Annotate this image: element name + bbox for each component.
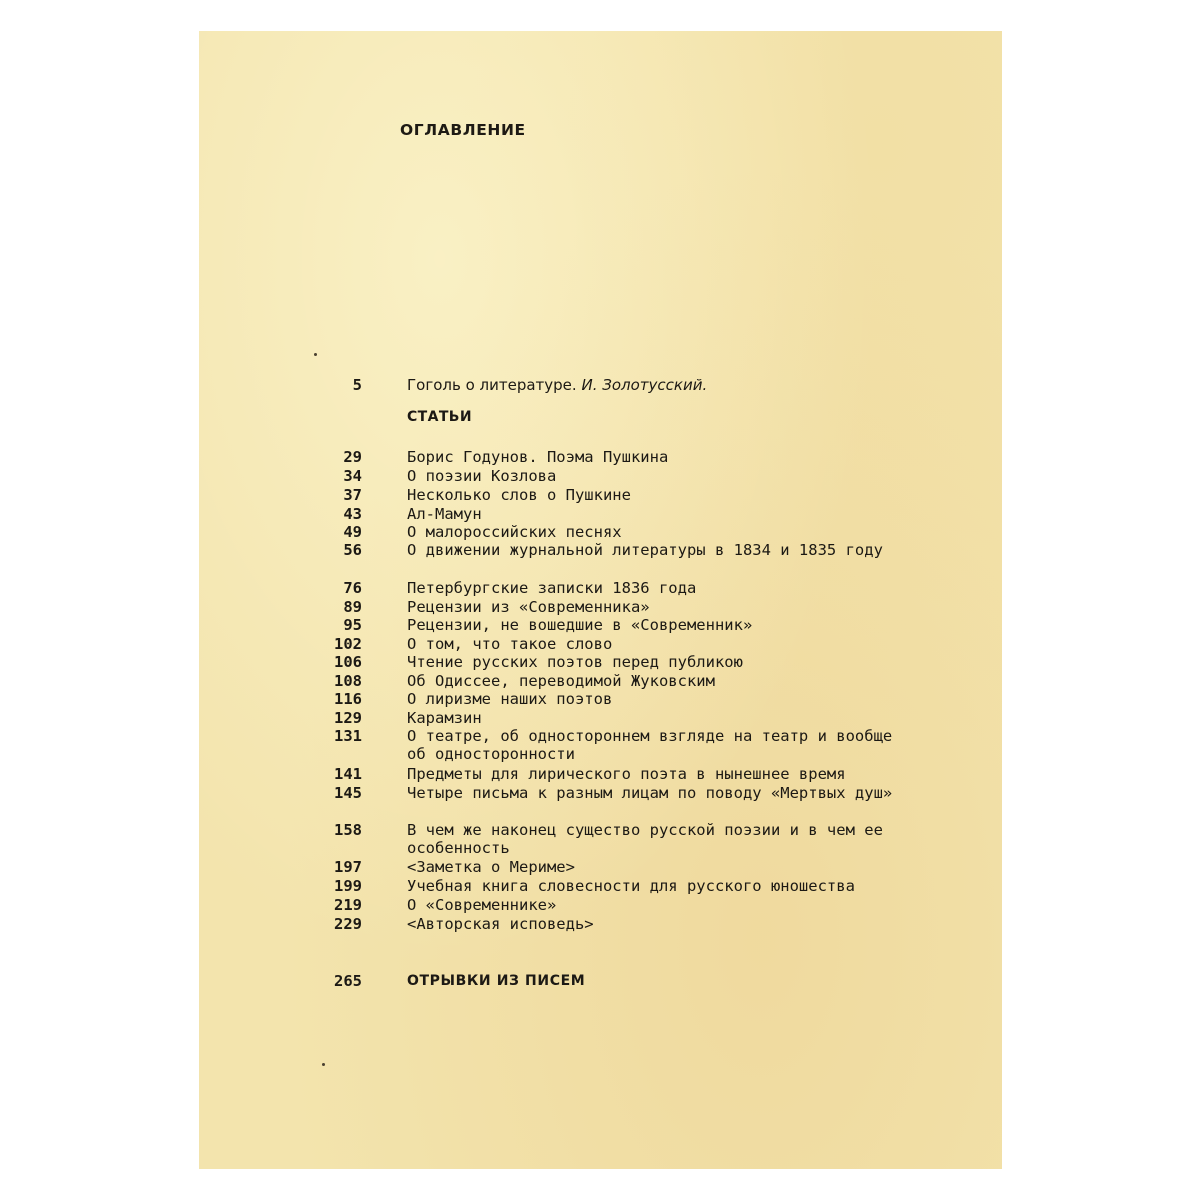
toc-title: Учебная книга словесности для русского юношества [407,877,855,895]
intro-title-text: Гоголь о литературе. [407,376,577,394]
toc-page-number: 29 [343,448,362,466]
toc-title: Карамзин [407,709,482,727]
toc-title: О лиризме наших поэтов [407,690,613,708]
table-of-contents [199,31,1002,1169]
toc-title: Петербургские записки 1836 года [407,579,697,597]
toc-page-number: 102 [334,635,362,653]
toc-page-number: 5 [352,376,362,394]
toc-title: Рецензии из «Современника» [407,598,650,616]
toc-page-number: 108 [334,672,362,690]
toc-page-number: 34 [343,467,362,485]
toc-page-number: 229 [334,915,362,933]
toc-page-number: 49 [343,523,362,541]
toc-page-number: 145 [334,784,362,802]
toc-title: О театре, об одностороннем взгляде на театр и вообще об односторонности [407,727,893,763]
toc-page-number: 43 [343,505,362,523]
toc-title: Предметы для лирического поэта в нынешнее время [407,765,846,783]
toc-page-number: 56 [343,541,362,559]
toc-title: Чтение русских поэтов перед публикою [407,653,743,671]
toc-page-number: 141 [334,765,362,783]
toc-title: <Заметка о Мериме> [407,858,575,876]
toc-page-number: 116 [334,690,362,708]
toc-title: О поэзии Козлова [407,467,557,485]
toc-title [407,376,893,394]
book-page [199,31,1002,1169]
toc-title: <Авторская исповедь> [407,915,594,933]
toc-page-number: 199 [334,877,362,895]
toc-page-number: 95 [343,616,362,634]
toc-title: Об Одиссее, переводимой Жуковским [407,672,715,690]
toc-title: Рецензии, не вошедшие в «Современник» [407,616,753,634]
toc-page-number: 89 [343,598,362,616]
toc-page-number: 265 [334,972,362,990]
toc-title: В чем же наконец существо русской поэзии и в чем ее особенность [407,821,883,857]
toc-title: О малороссийских песнях [407,523,622,541]
toc-title: О том, что такое слово [407,635,613,653]
intro-author: И. Золотусский. [581,376,708,394]
toc-title: О «Современнике» [407,896,557,914]
toc-page-number: 129 [334,709,362,727]
toc-title: Ал-Мамун [407,505,482,523]
toc-page-number: 158 [334,821,362,839]
page-title: ОГЛАВЛЕНИЕ [400,121,526,139]
toc-title: Несколько слов о Пушкине [407,486,631,504]
toc-title: ОТРЫВКИ ИЗ ПИСЕМ [407,973,586,989]
toc-page-number: 219 [334,896,362,914]
toc-page-number: 131 [334,727,362,745]
toc-page-number: 106 [334,653,362,671]
toc-page-number: 37 [343,486,362,504]
toc-page-number: 197 [334,858,362,876]
toc-page-number: 76 [343,579,362,597]
toc-title: Борис Годунов. Поэма Пушкина [407,448,669,466]
toc-title: Четыре письма к разным лицам по поводу «Мертвых душ» [407,784,893,802]
section-heading: СТАТЬИ [407,409,472,425]
toc-title: О движении журнальной литературы в 1834 и 1835 году [407,541,883,559]
